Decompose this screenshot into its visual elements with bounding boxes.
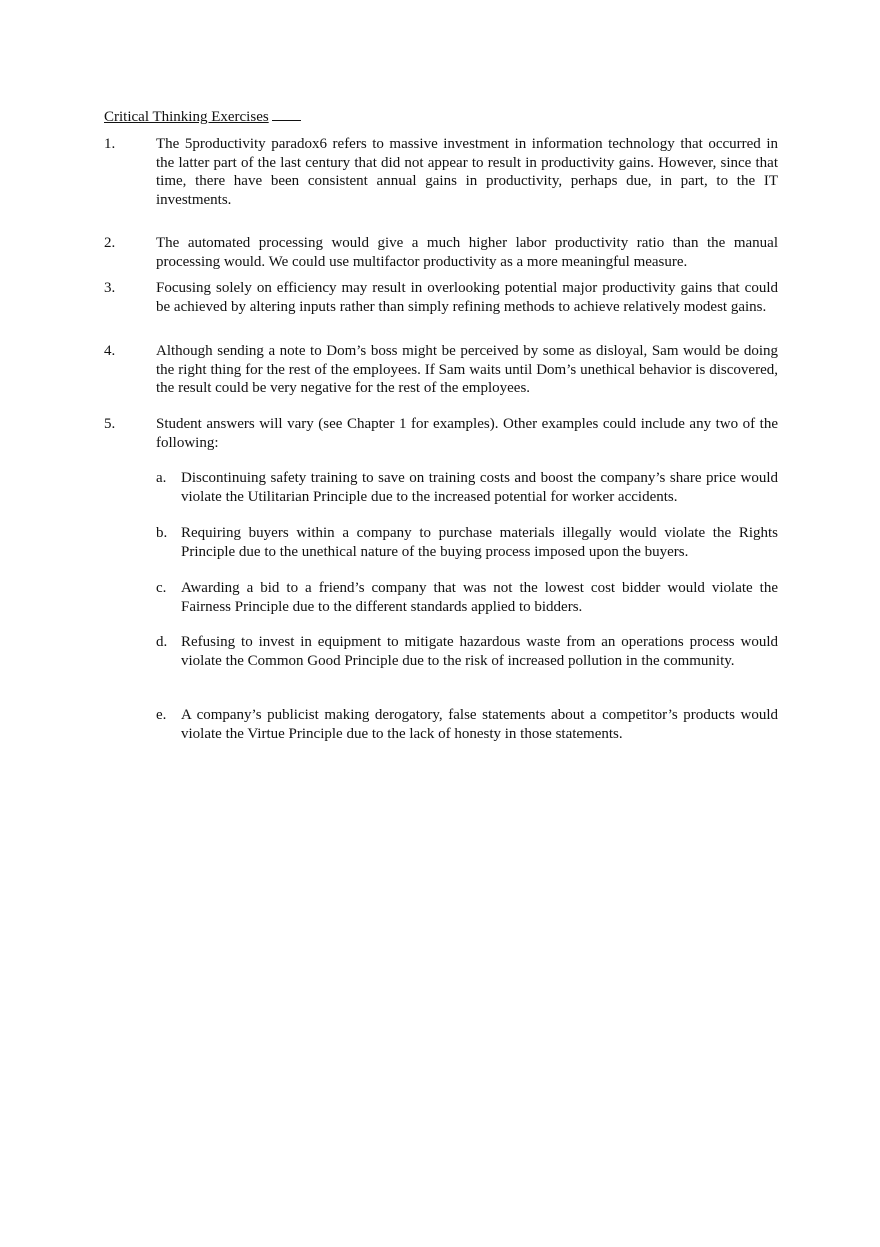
- exercise-text: Focusing solely on efficiency may result in overlooking potential major productivity gains that could be achieved by altering inputs rather than simply refining methods to achieve relatively modest gains.: [156, 280, 778, 315]
- example-text: Awarding a bid to a friend’s company that was not the lowest cost bidder would violate the Fairness Principle due to the different standards applied to bidders.: [181, 580, 778, 615]
- exercise-number: 5.: [104, 416, 116, 432]
- example-letter: b.: [156, 525, 168, 541]
- exercise-text: The automated processing would give a much higher labor productivity ratio than the manual processing would. We could use multifactor productivity as a more meaningful measure.: [156, 235, 778, 270]
- example-text: A company’s publicist making derogatory, false statements about a competitor’s products would violate the Virtue Principle due to the lack of honesty in those statements.: [181, 707, 778, 742]
- section-heading-text: Critical Thinking Exercises: [104, 109, 269, 125]
- exercise-number: 2.: [104, 235, 116, 251]
- exercise-number: 1.: [104, 136, 116, 152]
- exercise-text: Although sending a note to Dom’s boss might be perceived by some as disloyal, Sam would be doing the right thing for the rest of the employees. If Sam waits until Dom’s unethical behavior is discovered, the result could be very negative for the rest of the employees.: [156, 343, 778, 396]
- exercise-number: 4.: [104, 343, 116, 359]
- exercise-number: 3.: [104, 280, 116, 296]
- section-heading: [104, 106, 301, 126]
- exercise-text: The 5productivity paradox6 refers to massive investment in information technology that occurred in the latter part of the last century that did not appear to result in productivity gains. However, since that time, there have been consistent annual gains in productivity, perhaps due, in part, to the IT investments.: [156, 136, 778, 208]
- example-text: Refusing to invest in equipment to mitigate hazardous waste from an operations process would violate the Common Good Principle due to the risk of increased pollution in the community.: [181, 634, 778, 669]
- example-letter: a.: [156, 470, 167, 486]
- example-text: Requiring buyers within a company to purchase materials illegally would violate the Rights Principle due to the unethical nature of the buying process imposed upon the buyers.: [181, 525, 778, 560]
- example-text: Discontinuing safety training to save on training costs and boost the company’s share price would violate the Utilitarian Principle due to the increased potential for worker accidents.: [181, 470, 778, 505]
- exercise-text: Student answers will vary (see Chapter 1 for examples). Other examples could include any two of the following:: [156, 416, 778, 451]
- heading-underline-rule: [272, 106, 301, 121]
- example-letter: e.: [156, 707, 167, 723]
- example-letter: c.: [156, 580, 167, 596]
- example-letter: d.: [156, 634, 168, 650]
